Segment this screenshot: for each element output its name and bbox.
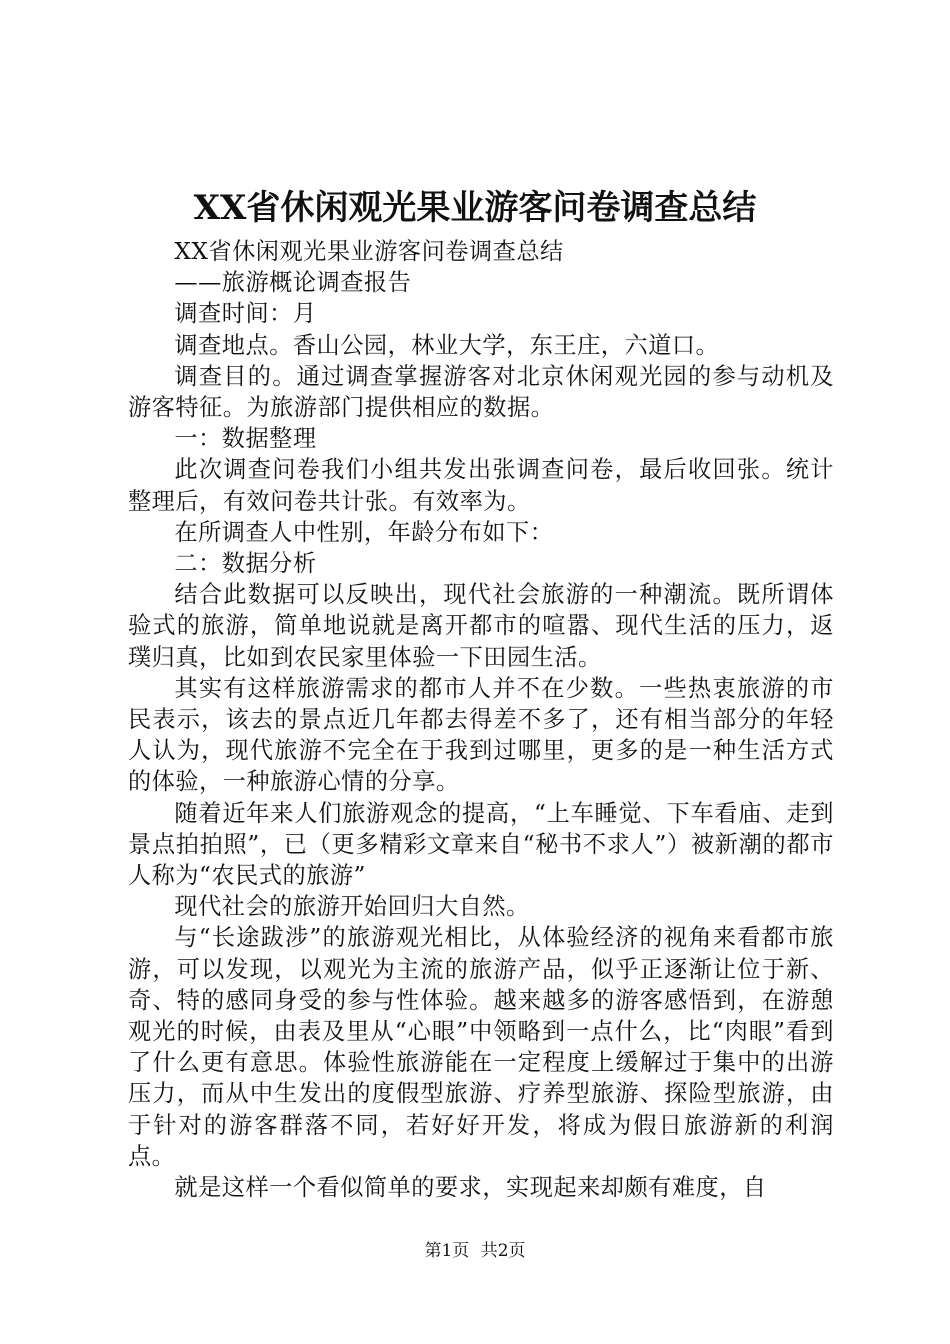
page-number: 第1页 bbox=[424, 1241, 470, 1261]
paragraph-subtitle: ——旅游概论调查报告 bbox=[174, 269, 412, 297]
paragraph-continuation: 就是这样一个看似简单的要求，实现起来却颇有难度，自 bbox=[174, 1174, 767, 1202]
paragraph-survey-time: 调查时间：月 bbox=[174, 300, 317, 328]
paragraph-heading-repeat: XX省休闲观光果业游客问卷调查总结 bbox=[174, 238, 564, 265]
paragraph-tourism-concept: 随着近年来人们旅游观念的提高，“上车睡觉、下车看庙、走到景点拍拍照”，已（更多精彩文章来自“秘书不求人”）被新潮的都市人称为“农民式的旅游” bbox=[128, 799, 834, 890]
page-footer bbox=[0, 1239, 950, 1263]
paragraph-distribution: 在所调查人中性别，年龄分布如下： bbox=[174, 518, 554, 546]
paragraph-survey-location: 调查地点。香山公园，林业大学，东王庄，六道口。 bbox=[174, 331, 720, 359]
paragraph-experience-tourism: 与“长途跋涉”的旅游观光相比，从体验经济的视角来看都市旅游，可以发现，以观光为主流的旅游产品，似乎正逐渐让位于新、奇、特的感同身受的参与性体验。越来越多的游客感悟到，在游憩观光的时候，由表及里从“心眼”中领略到一点什么，比“肉眼”看到了什么更有意思。体验性旅游能在一定程度上缓解过于集中的出游压力，而从中生发出的度假型旅游、疗养型旅游、探险型旅游，由于针对的游客群落不同，若好好开发，将成为假日旅游新的利润点。 bbox=[128, 924, 834, 1170]
paragraph-survey-purpose: 调查目的。通过调查掌握游客对北京休闲观光园的参与动机及游客特征。为旅游部门提供相应的数据。 bbox=[128, 362, 834, 422]
paragraph-urban-demand: 其实有这样旅游需求的都市人并不在少数。一些热衷旅游的市民表示，该去的景点近几年都去得差不多了，还有相当部分的年轻人认为，现代旅游不完全在于我到过哪里，更多的是一种生活方式的体验，一种旅游心情的分享。 bbox=[128, 674, 834, 796]
document-body bbox=[128, 236, 834, 1203]
paragraph-return-nature: 现代社会的旅游开始回归大自然。 bbox=[174, 893, 530, 921]
paragraph-questionnaire-stats: 此次调查问卷我们小组共发出张调查问卷，最后收回张。统计整理后，有效问卷共计张。有效率为。 bbox=[128, 456, 834, 515]
section-heading-data-organizing: 一：数据整理 bbox=[174, 425, 317, 453]
page-total: 共2页 bbox=[480, 1241, 526, 1261]
document-title: XX省休闲观光果业游客问卷调查总结 bbox=[193, 188, 757, 228]
paragraph-analysis-trend: 结合此数据可以反映出，现代社会旅游的一种潮流。既所谓体验式的旅游，简单地说就是离开都市的喧嚣、现代生活的压力，返璞归真，比如到农民家里体验一下田园生活。 bbox=[128, 581, 834, 671]
section-heading-data-analysis: 二：数据分析 bbox=[174, 550, 317, 578]
